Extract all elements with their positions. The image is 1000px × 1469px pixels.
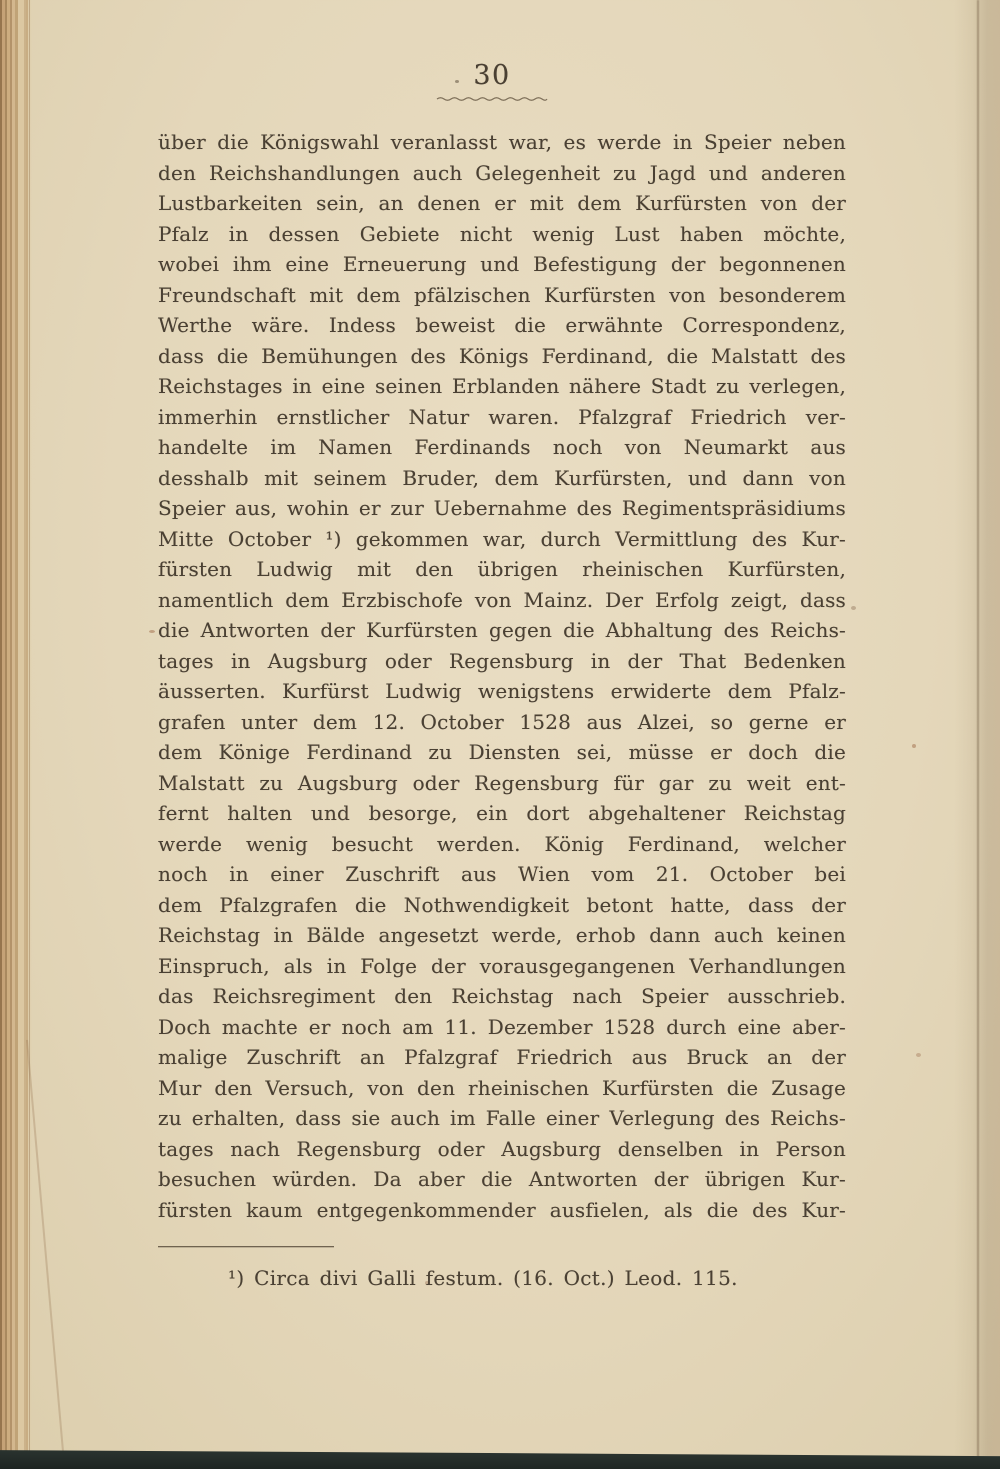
text-line: äusserten. Kurfürst Ludwig wenigstens erwiderte dem Pfalz-	[158, 679, 846, 703]
text-line: desshalb mit seinem Bruder, dem Kurfürsten, und dann von	[158, 465, 846, 490]
text-line: dem Pfalzgrafen die Nothwendigkeit betont hatte, dass der	[158, 892, 846, 917]
text-line: fürsten kaum entgegenkommender ausfielen, als die des Kur-	[158, 1197, 846, 1222]
text-line: Einspruch, als in Folge der vorausgegangenen Verhandlungen	[158, 953, 846, 978]
ornamental-wavy-rule	[436, 95, 548, 102]
text-line: wobei ihm eine Erneuerung und Befestigung der begonnenen	[158, 252, 846, 276]
paper-speck	[851, 606, 856, 610]
footnote-text: Circa divi Galli festum. (16. Oct.) Leod. 115.	[254, 1266, 738, 1290]
text-line: Doch machte er noch am 11. Dezember 1528 durch eine aber-	[158, 1014, 846, 1039]
page-edge-stack	[0, 0, 32, 1469]
text-line: über die Königswahl veranlasst war, es werde in Speier neben	[158, 130, 846, 154]
page-crease	[29, 0, 30, 1469]
text-line: grafen unter dem 12. October 1528 aus Alzei, so gerne er	[158, 709, 846, 734]
text-line: Reichstag in Bälde angesetzt werde, erhob dann auch keinen	[158, 923, 846, 947]
text-line: das Reichsregiment den Reichstag nach Speier ausschrieb.	[158, 984, 846, 1008]
text-line: tages nach Regensburg oder Augsburg denselben in Person	[158, 1136, 846, 1161]
text-line: Freundschaft mit dem pfälzischen Kurfürsten von besonderem	[158, 282, 846, 307]
text-line: besuchen würden. Da aber die Antworten der übrigen Kur-	[158, 1167, 846, 1191]
text-line: dass die Bemühungen des Königs Ferdinand, die Malstatt des	[158, 343, 846, 368]
footnote-separator	[158, 1246, 334, 1247]
text-line: Malstatt zu Augsburg oder Regensburg für gar zu weit ent-	[158, 770, 846, 795]
text-line: zu erhalten, dass sie auch im Falle einer Verlegung des Reichs-	[158, 1106, 846, 1130]
text-line: immerhin ernstlicher Natur waren. Pfalzgraf Friedrich ver-	[158, 404, 846, 429]
text-line: Speier aus, wohin er zur Uebernahme des Regimentspräsidiums	[158, 496, 846, 520]
text-line: fürsten Ludwig mit den übrigen rheinischen Kurfürsten,	[158, 557, 846, 581]
page-number: 30	[473, 60, 511, 91]
footnote-marker: ¹)	[228, 1266, 245, 1290]
page-corner-curl	[26, 1040, 66, 1469]
text-line: Werthe wäre. Indess beweist die erwähnte Correspondenz,	[158, 313, 846, 337]
text-line: Lustbarkeiten sein, an denen er mit dem Kurfürsten von der	[158, 191, 846, 215]
book-cover-edge	[0, 1450, 1000, 1469]
footnote	[228, 1266, 788, 1290]
text-line: Mitte October ¹) gekommen war, durch Vermittlung des Kur-	[158, 526, 846, 551]
text-line: die Antworten der Kurfürsten gegen die Abhaltung des Reichs-	[158, 618, 846, 642]
text-line: fernt halten und besorge, ein dort abgehaltener Reichstag	[158, 801, 846, 825]
paper-speck	[912, 744, 916, 748]
text-line: Pfalz in dessen Gebiete nicht wenig Lust haben möchte,	[158, 221, 846, 246]
text-line: noch in einer Zuschrift aus Wien vom 21. October bei	[158, 862, 846, 886]
text-line: dem Könige Ferdinand zu Diensten sei, müsse er doch die	[158, 740, 846, 764]
text-lines	[158, 127, 846, 1225]
text-line: den Reichshandlungen auch Gelegenheit zu Jagd und anderen	[158, 160, 846, 185]
text-line: werde wenig besucht werden. König Ferdinand, welcher	[158, 831, 846, 856]
text-line: Mur den Versuch, von den rheinischen Kurfürsten die Zusage	[158, 1075, 846, 1100]
paper-speck	[916, 1053, 921, 1057]
page-header	[148, 60, 836, 102]
body-text-block	[158, 127, 846, 1225]
gutter-line	[977, 0, 979, 1469]
paper-speck	[149, 630, 155, 633]
text-line: tages in Augsburg oder Regensburg in der That Bedenken	[158, 648, 846, 673]
text-line: handelte im Namen Ferdinands noch von Neumarkt aus	[158, 435, 846, 459]
text-line: Reichstages in eine seinen Erblanden nähere Stadt zu verlegen,	[158, 374, 846, 398]
text-line: malige Zuschrift an Pfalzgraf Friedrich aus Bruck an der	[158, 1045, 846, 1069]
text-line: namentlich dem Erzbischofe von Mainz. Der Erfolg zeigt, dass	[158, 587, 846, 612]
